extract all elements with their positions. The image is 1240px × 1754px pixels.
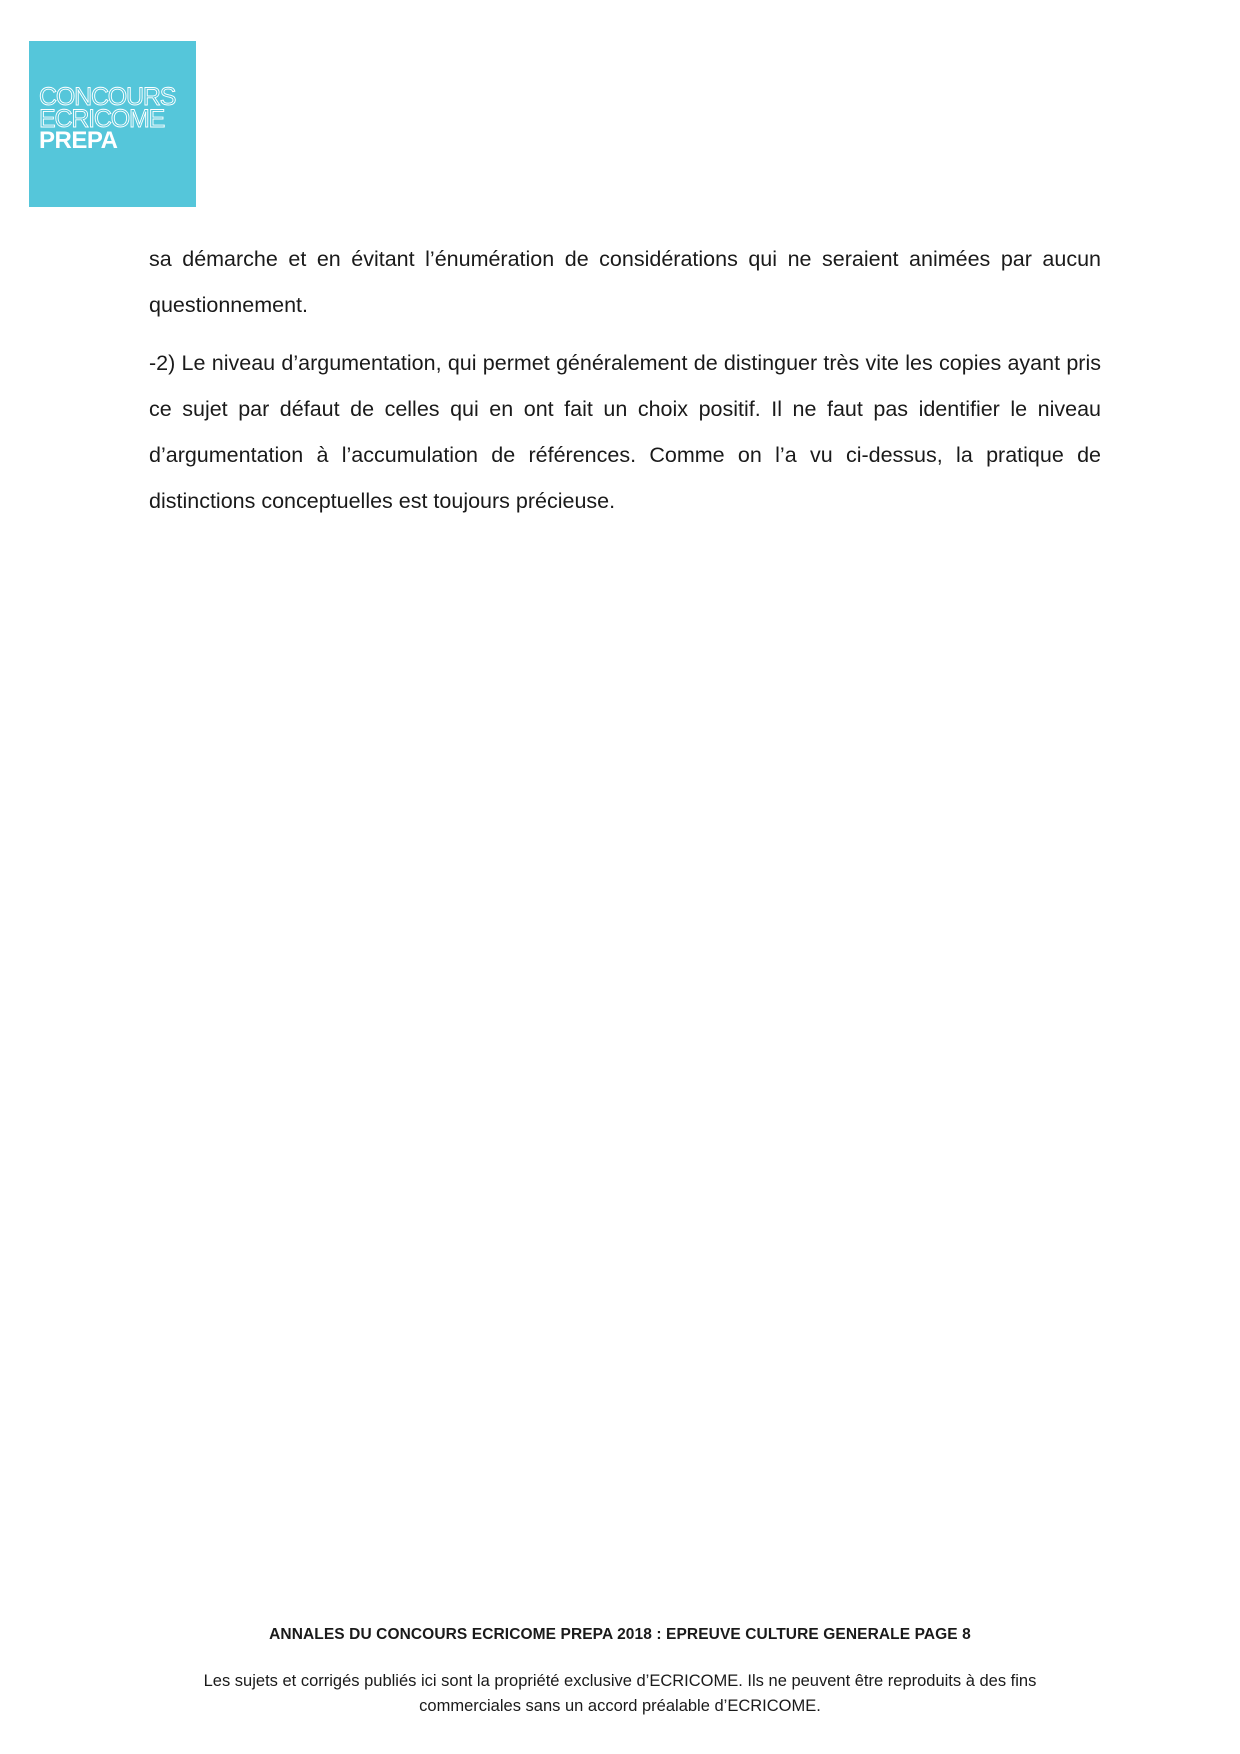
logo-line-prepa: PREPA xyxy=(39,127,118,154)
logo-line-ecricome: ECRICOME xyxy=(39,105,165,133)
paragraph: sa démarche et en évitant l’énumération de considérations qui ne seraient animées par aucun questionnement. xyxy=(149,247,1101,317)
footer-copyright-notice: Les sujets et corrigés publiés ici sont la propriété exclusive d’ECRICOME. Ils ne peuvent être reproduits à des fins commerciales sans un accord préalable d’ECRICOME. xyxy=(203,1672,1037,1715)
paragraph: -2) Le niveau d’argumentation, qui permet généralement de distinguer très vite les copies ayant pris ce sujet par défaut de celles qui en ont fait un choix positif. Il ne faut pas identifier le niveau d’argumentation à l’accumulation de références. Comme on l’a vu ci-dessus, la pratique de distinctions conceptuelles est toujours précieuse. xyxy=(149,351,1101,513)
document-body xyxy=(149,236,1101,536)
footer-title: ANNALES DU CONCOURS ECRICOME PREPA 2018 : EPREUVE CULTURE GENERALE PAGE 8 xyxy=(269,1626,971,1643)
ecricome-logo xyxy=(29,41,196,207)
logo-line-concours: CONCOURS xyxy=(39,83,176,111)
logo-wordmark xyxy=(39,83,189,154)
